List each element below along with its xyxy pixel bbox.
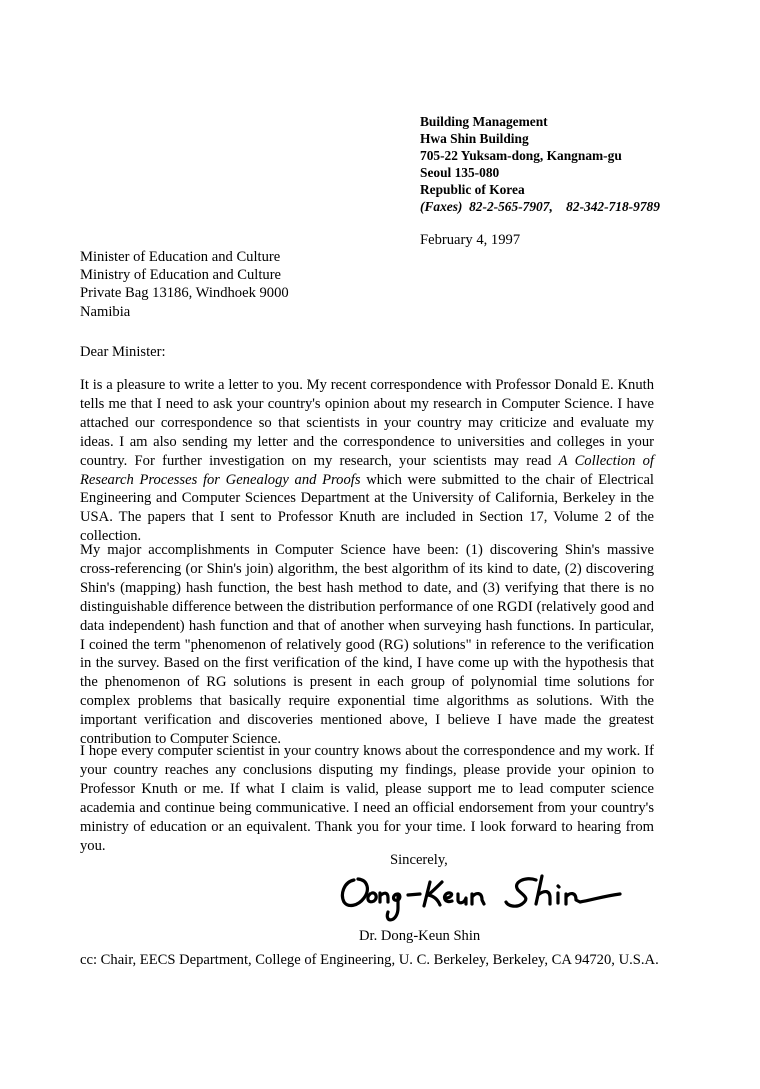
recipient-line: Minister of Education and Culture [80, 249, 281, 265]
sender-line: Republic of Korea [420, 182, 525, 197]
fax-numbers: 82-2-565-7907, 82-342-718-9789 [469, 199, 660, 214]
publication-title: A Collection of Research Processes for Genealogy and Proofs [80, 452, 654, 488]
sender-faxes [420, 198, 660, 215]
closing: Sincerely, [390, 852, 448, 868]
p1-text-after: which were submitted to the chair of Electrical Engineering and Computer Sciences Department at the University of California, Berkeley in the USA. The papers that I sent to Professor Knuth are included in Section 17, Volume 2 of the collection. [80, 471, 654, 545]
p1-text-before: It is a pleasure to write a letter to you. My recent correspondence with Professor Donald E. Knuth tells me that I need to ask your country's opinion about my research in Computer Science. I have attached our correspondence so that scientists in your country may criticize and evaluate my ideas. I am also sending my letter and the correspondence to universities and colleges in your country. For further investigation on my research, your scientists may read [80, 377, 654, 469]
handwritten-signature [336, 868, 626, 933]
sender-address [420, 113, 660, 215]
sender-line: Hwa Shin Building [420, 131, 529, 146]
recipient-line: Namibia [80, 303, 131, 320]
body-paragraph-3: I hope every computer scientist in your country knows about the correspondence and my work. If your country reaches any conclusions disputing my findings, please provide your opinion to Professor Knuth or me. If what I claim is valid, please support me to lead computer science academia and continue being communicative. I need an official endorsement from your country's ministry of education or an equivalent. Thank you for your time. I look forward to hearing from you. [80, 743, 654, 854]
signer-name: Dr. Dong-Keun Shin [359, 928, 481, 944]
letter-date: February 4, 1997 [420, 232, 521, 248]
cc-line: cc: Chair, EECS Department, College of Engineering, U. C. Berkeley, Berkeley, CA 94720, U.S.A. [80, 952, 659, 968]
recipient-line: Ministry of Education and Culture [80, 267, 282, 284]
signature-drawing [336, 868, 626, 928]
sender-line: Seoul 135-080 [420, 165, 500, 180]
sender-line: 705-22 Yuksam-dong, Kangnam-gu [420, 148, 622, 163]
body-paragraph-2: My major accomplishments in Computer Science have been: (1) discovering Shin's massive cross-referencing (or Shin's join) algorithm, the best algorithm of its kind to date, (2) discovering Shin's (mapping) hash function, the best hash method to date, and (3) verifying that there is no distinguishable difference between the distribution performance of one RGDI (relatively good and data independent) hash function and that of another when surveying hash functions. In particular, I coined the term "phenomenon of relatively good (RG) solutions" in reference to the verification in the survey. Based on the first verification of the kind, I have come up with the hypothesis that the phenomenon of RG solutions is present in each group of polynomial time solutions for complex problems that basically require exponential time algorithms as solutions. With the important verification and discoveries mentioned above, I believe I have made the greatest contribution to Computer Science. [80, 542, 654, 748]
recipient-line: Private Bag 13186, Windhoek 9000 [80, 285, 289, 302]
recipient-address [80, 248, 289, 321]
body-paragraph-1 [80, 376, 654, 546]
salutation: Dear Minister: [80, 344, 166, 360]
faxes-label: (Faxes) [420, 199, 463, 214]
sender-line: Building Management [420, 114, 548, 129]
